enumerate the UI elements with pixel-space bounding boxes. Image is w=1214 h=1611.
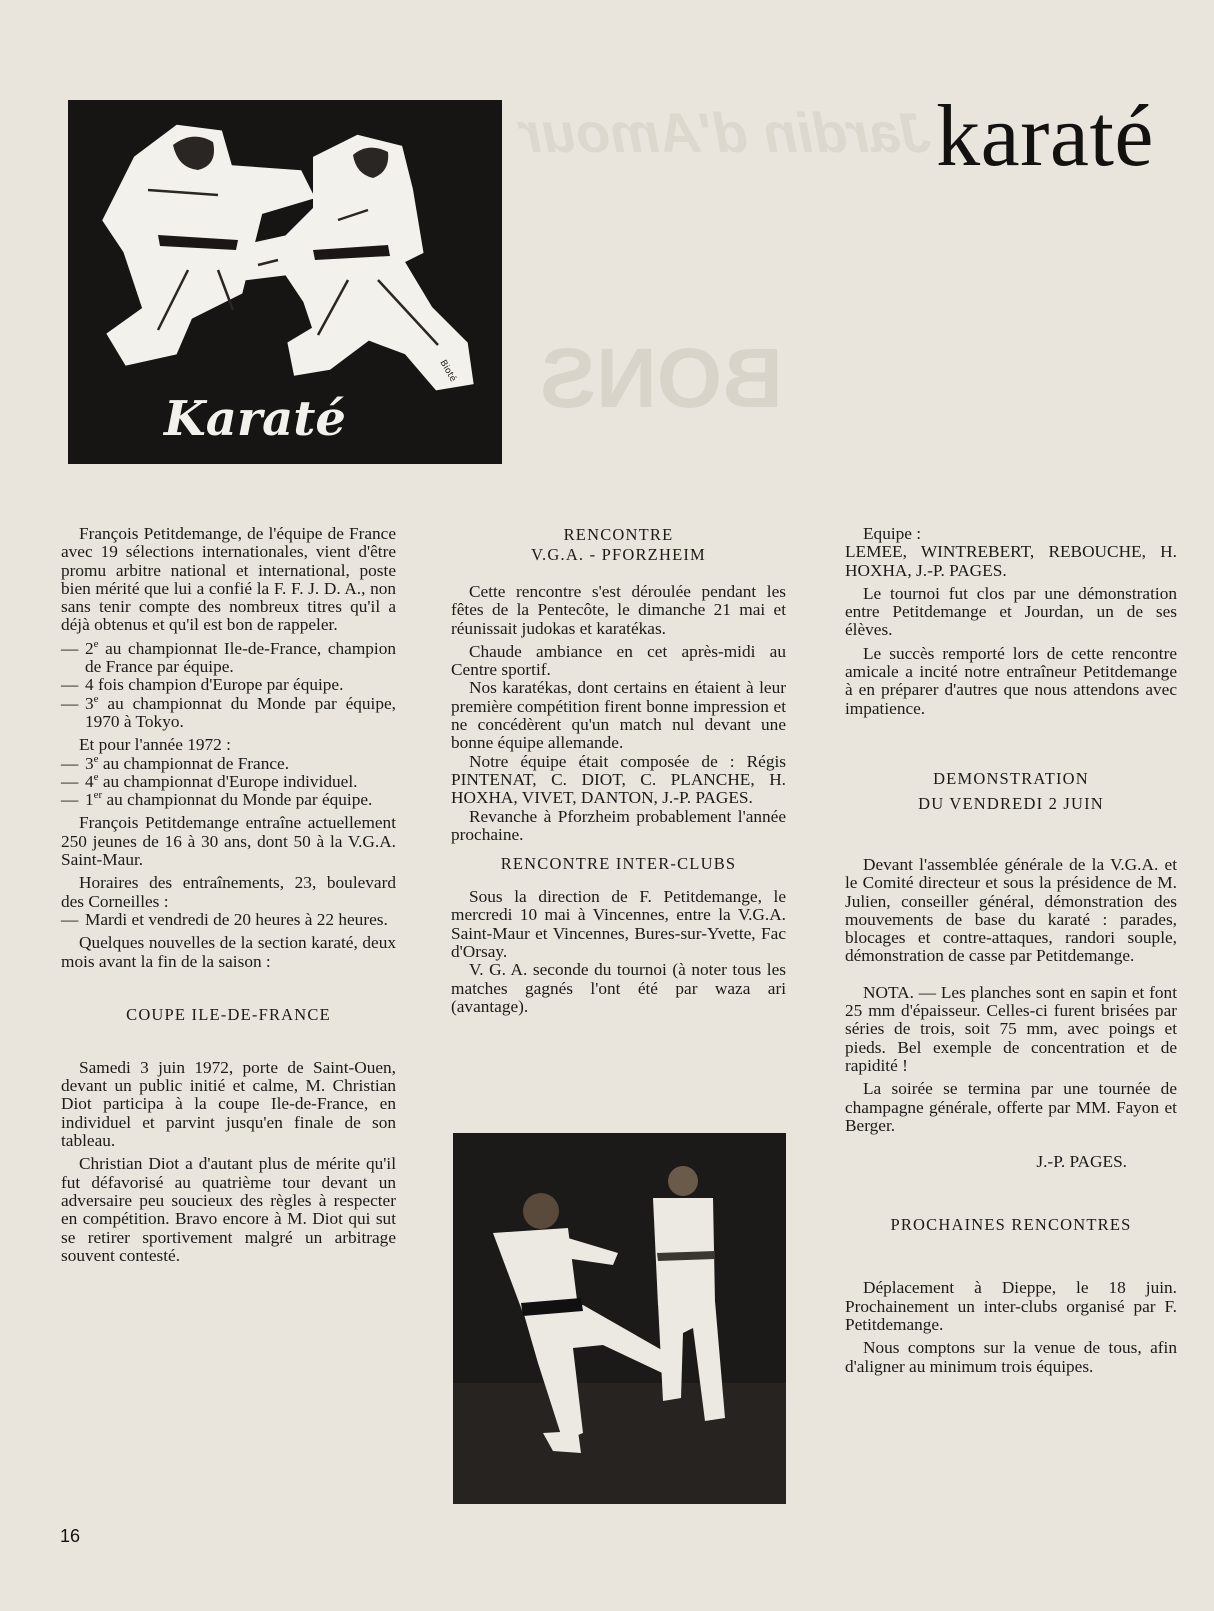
team-members: LEMEE, WINTREBERT, REBOUCHE, H. HOXHA, J.-P. PAGES.: [845, 542, 1177, 580]
heading-demonstration: [845, 766, 1177, 816]
column-1: [61, 525, 396, 1270]
inter-clubs-paragraph-2: V. G. A. seconde du tournoi (à noter tous les matches gagnés l'ont été par waza ari (avantage).: [451, 960, 786, 1016]
column-3: [845, 525, 1177, 1381]
inter-clubs-paragraph-1: Sous la direction de F. Petitdemange, le mercredi 10 mai à Vincennes, entre la V.G.A. Saint-Maur et Vincennes, Bures-sur-Yvette, Fac d'Orsay.: [451, 887, 786, 962]
pforzheim-paragraph-3: Nos karatékas, dont certains en étaient à leur première compétition firent bonne impression et ne concédèrent qu'un match nul devant une bonne équipe allemande.: [451, 678, 786, 753]
success-paragraph: Le succès remporté lors de cette rencontre amicale a incité notre entraîneur Petitdemange à en préparer d'autres que nous attendons avec impatience.: [845, 643, 1177, 718]
logo-lettering: Karaté: [164, 391, 346, 447]
pforzheim-paragraph-2: Chaude ambiance en cet après-midi au Centre sportif.: [451, 641, 786, 680]
title-item: — 1er au championnat du Monde par équipe.: [61, 789, 373, 810]
coupe-paragraph: Samedi 3 juin 1972, porte de Saint-Ouen, devant un public initié et calme, M. Christian Diot participa à la coupe Ile-de-France, en individuel et parvint jusqu'en finale de son tableau.: [61, 1057, 396, 1151]
heading-rencontre-pforzheim: [451, 525, 786, 565]
title-item: — 3e au championnat du Monde par équipe, 1970 à Tokyo.: [61, 692, 396, 731]
intro-paragraph: François Petitdemange, de l'équipe de France avec 19 sélections internationales, vient d'être promu arbitre national et international, poste bien mérité que lui a confié la F. F. J. D. A., non sans tenir compte des nombreux titres qu'il a déjà obtenus et qu'il est bon de rappeler.: [61, 524, 396, 635]
title-item: — 3e au championnat de France.: [61, 752, 290, 773]
heading-prochaines-rencontres: PROCHAINES RENCONTRES: [890, 1215, 1132, 1235]
signature: J.-P. PAGES.: [1036, 1152, 1127, 1172]
diot-paragraph: Christian Diot a d'autant plus de mérite qu'il fut défavorisé au quatrième tour devant un adversaire peu soucieux des règles à respecter en compétition. Bravo encore à M. Diot qui sut se retirer sportivement malgré un arbitrage souvent contesté.: [61, 1154, 396, 1265]
page-title: karaté: [936, 88, 1154, 185]
heading-coupe-ile-de-france: COUPE ILE-DE-FRANCE: [126, 1004, 331, 1024]
titles-1972-list: [61, 752, 396, 810]
heading-line-2: V.G.A. - PFORZHEIM: [531, 545, 706, 564]
heading-line-1: DEMONSTRATION: [933, 768, 1089, 788]
heading-line-2: DU VENDREDI 2 JUIN: [918, 793, 1104, 813]
year-intro: Et pour l'année 1972 :: [79, 735, 231, 755]
prochaines-paragraph-2: Nous comptons sur la venue de tous, afin d'aligner au minimum trois équipes.: [845, 1338, 1177, 1376]
heading-line-1: RENCONTRE: [563, 525, 674, 544]
nota-paragraph: NOTA. — Les planches sont en sapin et font 25 mm d'épaisseur. Celles-ci furent brisées par séries de trois, soit 75 mm, avec poings et pieds. Bel exemple de concentration et de rapidité !: [845, 982, 1177, 1075]
schedule-item: — Mardi et vendredi de 20 heures à 22 heures.: [61, 909, 388, 929]
karate-fighters-drawing: [68, 100, 502, 464]
bleed-through-text: BONS: [540, 331, 783, 425]
karate-logo-illustration: [68, 100, 502, 464]
soiree-paragraph: La soirée se termina par une tournée de champagne générale, offerte par MM. Fayon et Berger.: [845, 1079, 1177, 1135]
titles-list: [61, 640, 396, 731]
karate-photo-drawing: [453, 1133, 786, 1504]
page-number: 16: [60, 1526, 81, 1546]
column-2: [451, 525, 786, 1021]
news-intro: Quelques nouvelles de la section karaté, deux mois avant la fin de la saison :: [61, 933, 396, 971]
revanche-paragraph: Revanche à Pforzheim probablement l'année prochaine.: [451, 806, 786, 844]
coach-paragraph: François Petitdemange entraîne actuellement 250 jeunes de 16 à 30 ans, dont 50 à la V.G.A. Saint-Maur.: [61, 813, 396, 870]
prochaines-paragraph-1: Déplacement à Dieppe, le 18 juin. Prochainement un inter-clubs organisé par F. Petitdemange.: [845, 1278, 1177, 1335]
team-intro: Equipe :: [863, 524, 922, 543]
heading-rencontre-inter-clubs: RENCONTRE INTER-CLUBS: [500, 854, 737, 874]
karate-photo: [453, 1133, 786, 1504]
title-item: — 2e au championnat Ile-de-France, champion de France par équipe.: [61, 638, 396, 677]
schedule-intro: Horaires des entraînements, 23, boulevard des Corneilles :: [61, 873, 396, 911]
title-item: — 4e au championnat d'Europe individuel.: [61, 771, 358, 791]
bleed-through-heading: Jardin d'Amour: [520, 101, 932, 164]
artist-signature: Bioté: [437, 358, 458, 384]
title-item: — 4 fois champion d'Europe par équipe.: [61, 675, 344, 695]
demonstration-close-paragraph: Le tournoi fut clos par une démonstration entre Petitdemange et Jourdan, un de ses élèves.: [845, 583, 1177, 640]
demonstration-paragraph: Devant l'assemblée générale de la V.G.A. et le Comité directeur et sous la présidence de M. Julien, conseiller général, démonstration des mouvements de base du karaté : parades, blocages et contre-attaques, randori souple, démonstration de casse par Petitdemange.: [845, 854, 1177, 966]
team-paragraph: Notre équipe était composée de : Régis PINTENAT, C. DIOT, C. PLANCHE, H. HOXHA, VIVET, DANTON, J.-P. PAGES.: [451, 751, 786, 808]
pforzheim-paragraph-1: Cette rencontre s'est déroulée pendant les fêtes de la Pentecôte, le dimanche 21 mai et réunissait judokas et karatékas.: [451, 582, 786, 638]
